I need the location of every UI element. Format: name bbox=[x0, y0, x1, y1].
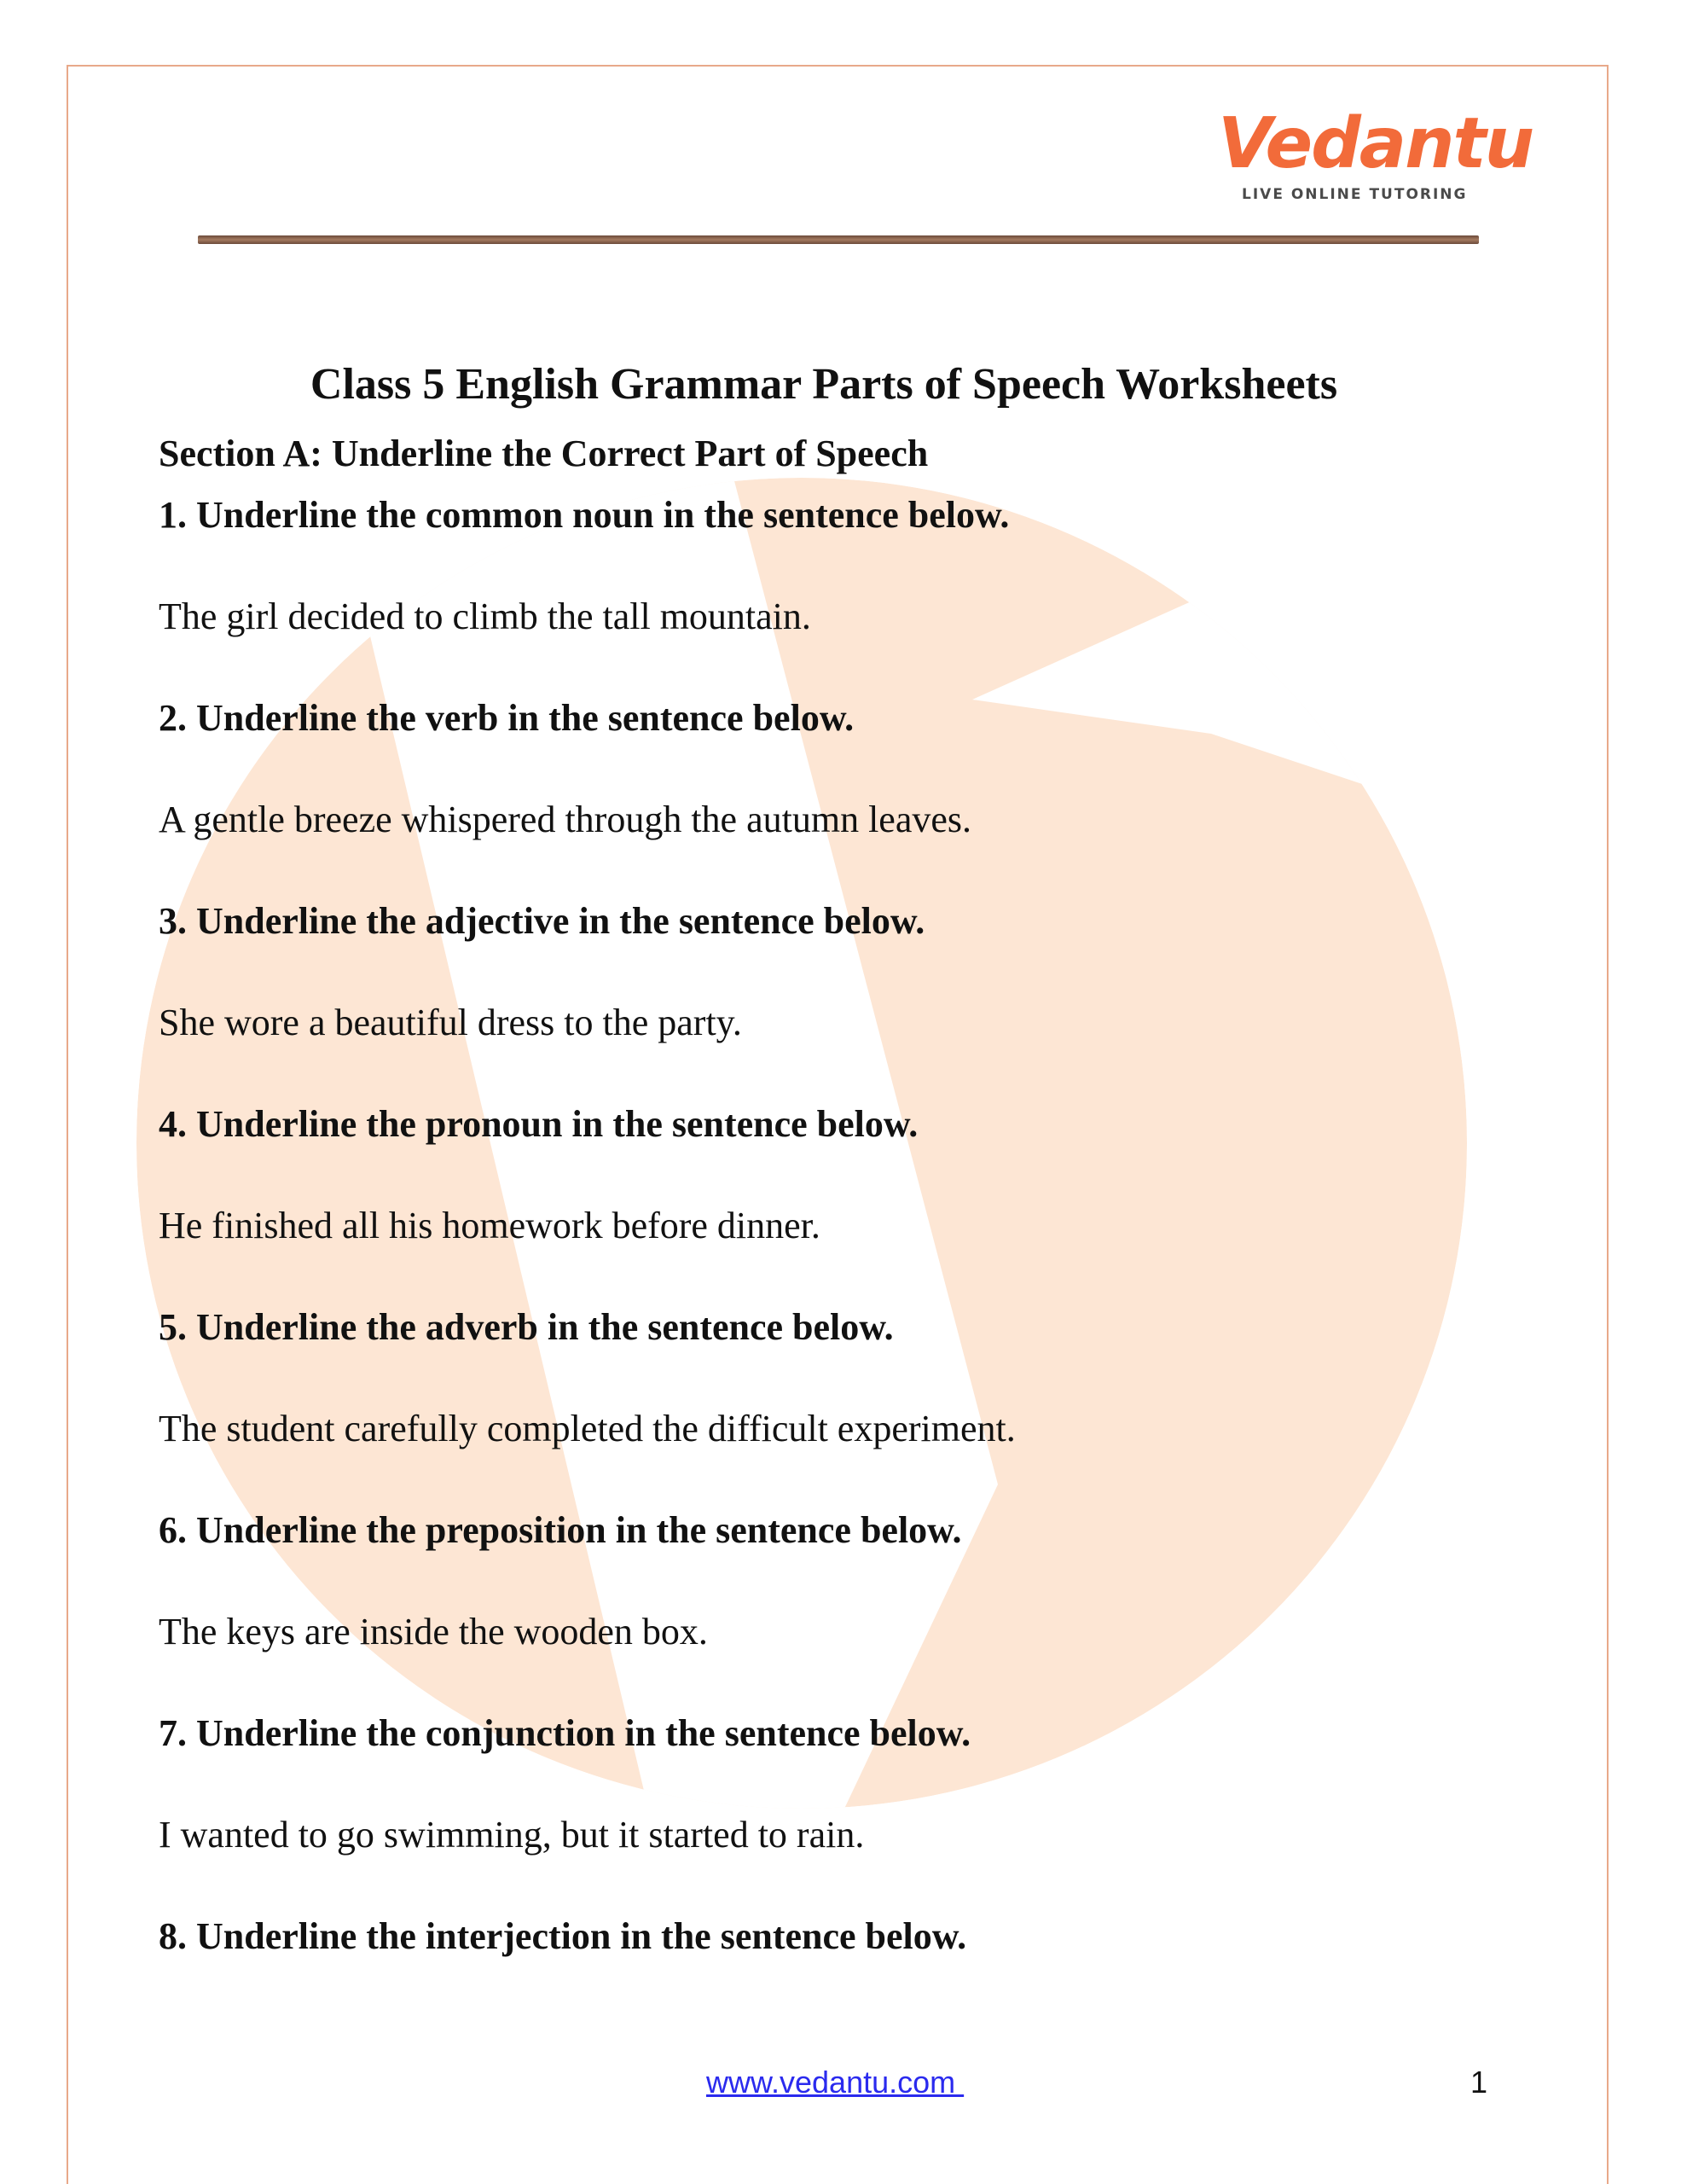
sentence-7: I wanted to go swimming, but it started to rain. bbox=[159, 1814, 865, 1856]
sentence-5: The student carefully completed the difficult experiment. bbox=[159, 1408, 1016, 1449]
logo-tagline: LIVE ONLINE TUTORING bbox=[1242, 186, 1468, 203]
question-3: 3. Underline the adjective in the sentence below. bbox=[159, 900, 925, 942]
question-8: 8. Underline the interjection in the sentence below. bbox=[159, 1915, 967, 1957]
question-2: 2. Underline the verb in the sentence below. bbox=[159, 697, 855, 739]
logo-wordmark: Vedantu bbox=[1218, 103, 1533, 184]
question-1: 1. Underline the common noun in the sentence below. bbox=[159, 494, 1010, 536]
vedantu-logo bbox=[1218, 103, 1533, 212]
footer-website-link[interactable]: www.vedantu.com bbox=[706, 2065, 965, 2100]
question-4: 4. Underline the pronoun in the sentence below. bbox=[159, 1103, 919, 1145]
sentence-2: A gentle breeze whispered through the autumn leaves. bbox=[159, 799, 972, 840]
page-number: 1 bbox=[1470, 2065, 1488, 2100]
sentence-4: He finished all his homework before dinner. bbox=[159, 1205, 820, 1246]
header-divider bbox=[198, 235, 1479, 244]
section-heading: Section A: Underline the Correct Part of Speech bbox=[159, 433, 929, 474]
page-title: Class 5 English Grammar Parts of Speech Worksheets bbox=[310, 360, 1338, 409]
sentence-6: The keys are inside the wooden box. bbox=[159, 1611, 708, 1653]
sentence-3: She wore a beautiful dress to the party. bbox=[159, 1002, 742, 1043]
question-6: 6. Underline the preposition in the sentence below. bbox=[159, 1509, 962, 1551]
question-5: 5. Underline the adverb in the sentence below. bbox=[159, 1306, 894, 1348]
sentence-1: The girl decided to climb the tall mountain. bbox=[159, 595, 811, 637]
question-7: 7. Underline the conjunction in the sentence below. bbox=[159, 1712, 971, 1754]
